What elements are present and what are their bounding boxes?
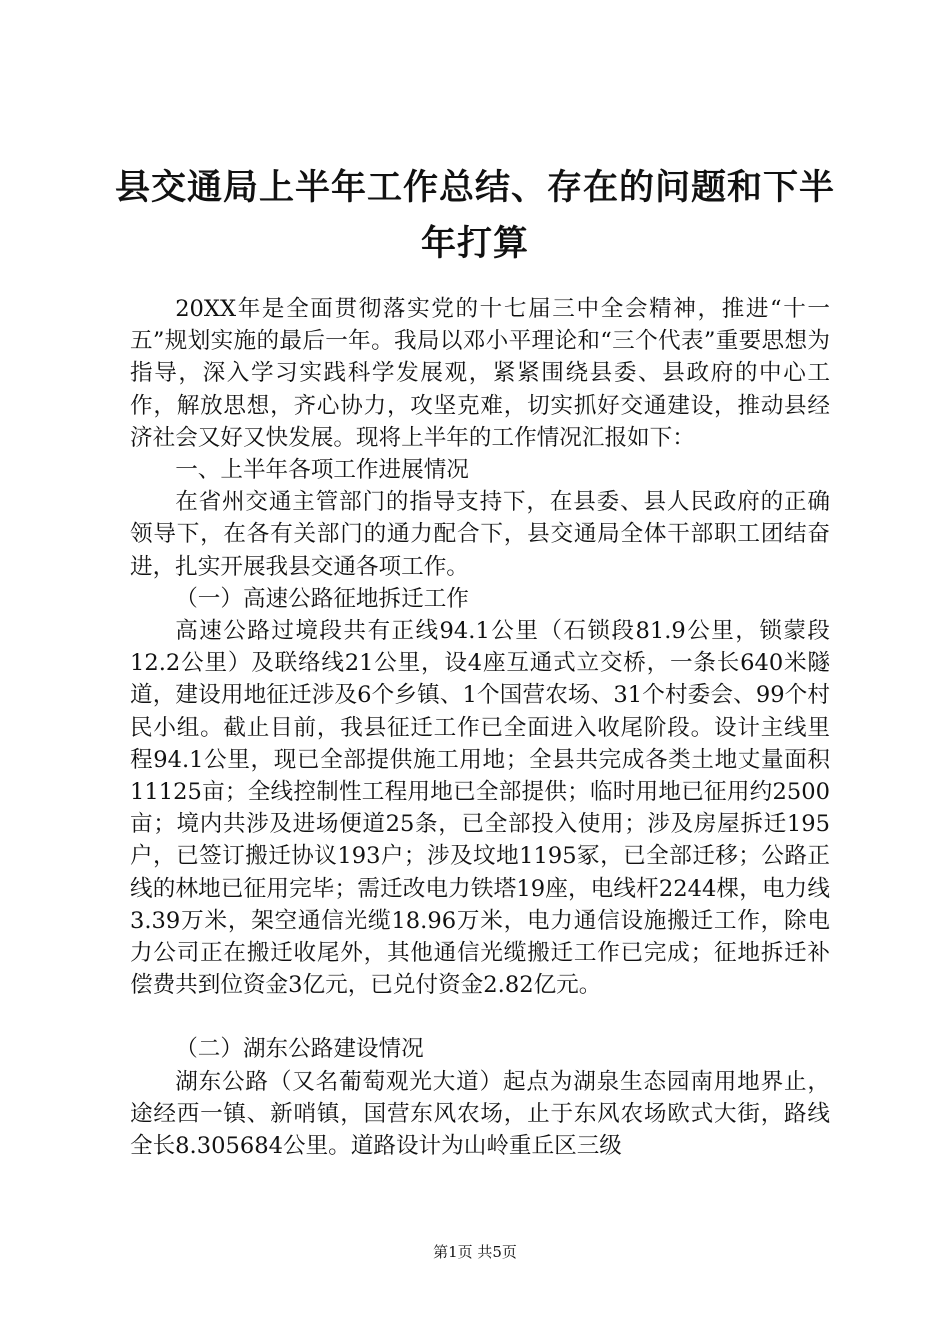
subsection-heading-1: （一）高速公路征地拆迁工作 [175, 585, 469, 612]
paragraph-section-1: 在省州交通主管部门的指导支持下，在县委、县人民政府的正确领导下，在各有关部门的通力配合下，县交通局全体干部职工团结奋进，扎实开展我县交通各项工作。 [130, 489, 830, 580]
paragraph-hudong-road: 湖东公路（又名葡萄观光大道）起点为湖泉生态园南用地界止，途经西一镇、新哨镇，国营东风农场，止于东风农场欧式大街，路线全长8.305684公里。道路设计为山岭重丘区三级 [130, 1068, 830, 1160]
paragraph-highway: 高速公路过境段共有正线94.1公里（石锁段81.9公里，锁蒙段12.2公里）及联络线21公里，设4座互通式立交桥，一条长640米隧道，建设用地征迁涉及6个乡镇、1个国营农场、31个村委会、99个村民小组。截止目前，我县征迁工作已全面进入收尾阶段。设计主线里程94.1公里，现已全部提供施工用地；全县共完成各类土地丈量面积11125亩；全线控制性工程用地已全部提供；临时用地已征用约2500亩；境内共涉及进场便道25条，已全部投入使用；涉及房屋拆迁195户，已签订搬迁协议193户；涉及坟地1195冢，已全部迁移；公路正线的林地已征用完毕；需迁改电力铁塔19座，电线杆2244棵，电力线3.39万米，架空通信光缆18.96万米，电力通信设施搬迁工作，除电力公司正在搬迁收尾外，其他通信光缆搬迁工作已完成；征地拆迁补偿费共到位资金3亿元，已兑付资金2.82亿元。 [130, 618, 830, 999]
document-title: 县交通局上半年工作总结、存在的问题和下半年打算 [114, 168, 835, 264]
page-footer: 第1页 共5页 [433, 1243, 517, 1261]
paragraph-intro: 20XX年是全面贯彻落实党的十七届三中全会精神，推进“十一五”规划实施的最后一年。我局以邓小平理论和“三个代表”重要思想为指导，深入学习实践科学发展观，紧紧围绕县委、县政府的中心工作，解放思想，齐心协力，攻坚克难，切实抓好交通建设，推动县经济社会又好又快发展。现将上半年的工作情况汇报如下： [130, 296, 830, 451]
section-heading-1: 一、上半年各项工作进展情况 [175, 457, 469, 484]
document-body [130, 293, 830, 1162]
subsection-heading-2: （二）湖东公路建设情况 [175, 1036, 424, 1063]
